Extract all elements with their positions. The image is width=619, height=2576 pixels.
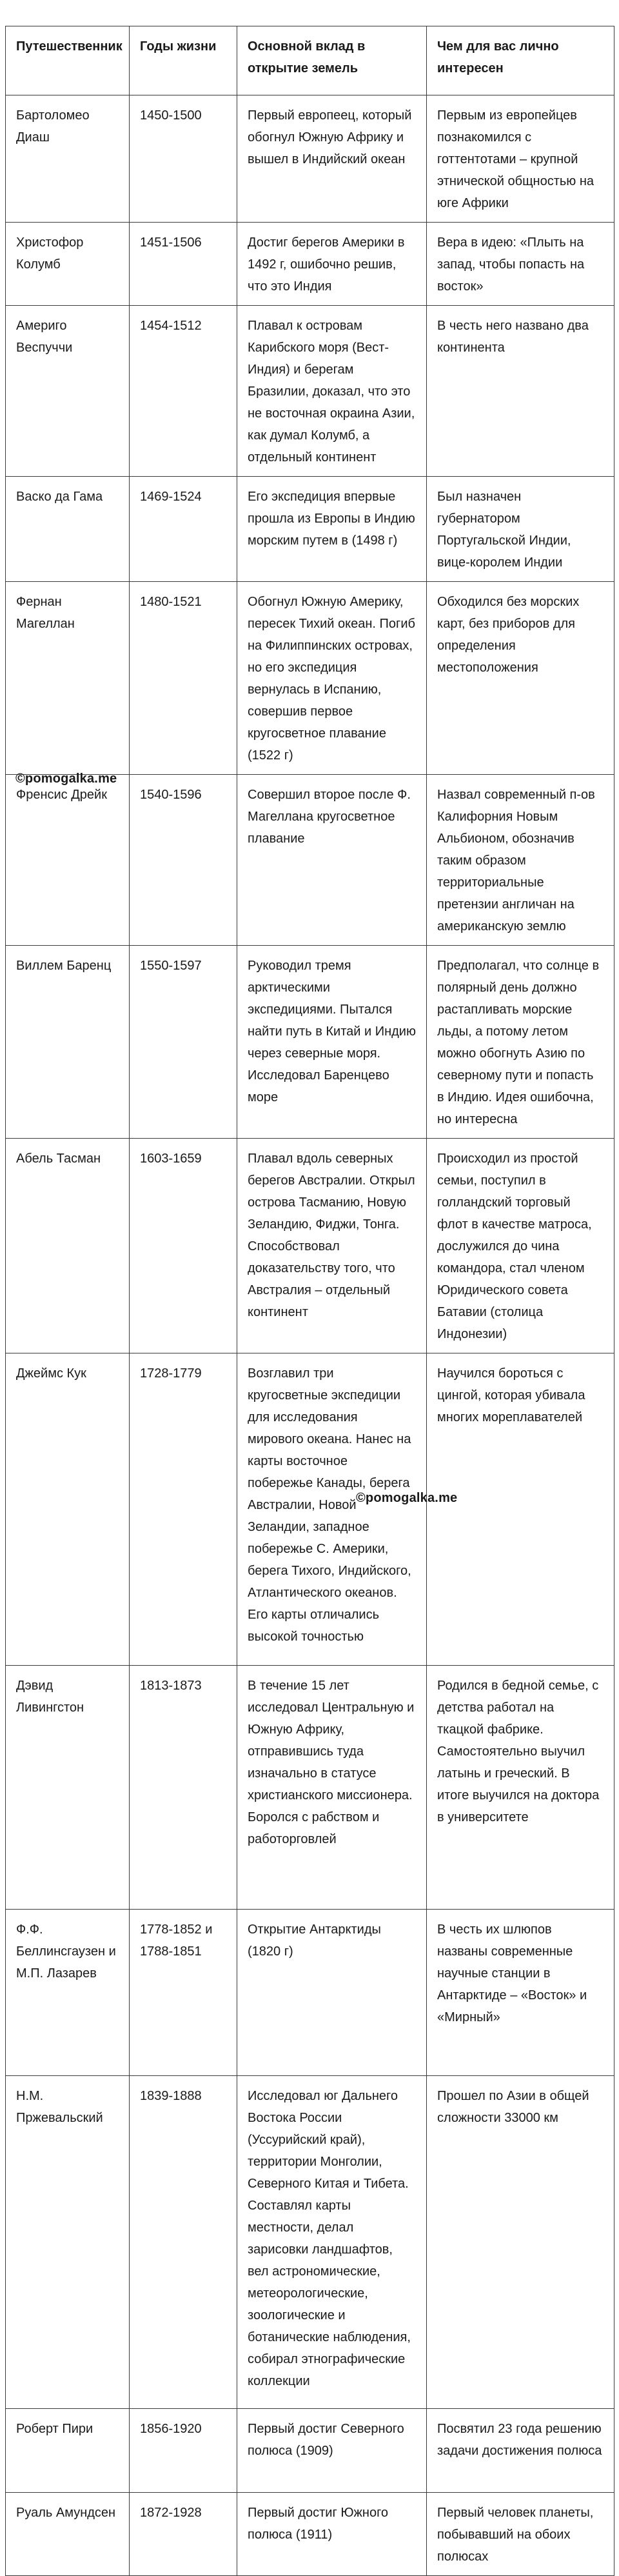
cell-years: 1550-1597: [130, 946, 237, 1139]
cell-interest: Назвал современный п-ов Калифорния Новым Альбионом, обозначив таким образом территориальные претензии англичан на американскую землю: [427, 775, 614, 946]
cell-contribution: Открытие Антарктиды (1820 г): [237, 1910, 427, 2076]
cell-traveler: Васко да Гама: [6, 477, 130, 582]
cell-years: 1778-1852 и 1788-1851: [130, 1910, 237, 2076]
cell-traveler: Роберт Пири: [6, 2409, 130, 2493]
table-row: [6, 223, 614, 306]
table-row: [6, 1666, 614, 1910]
header-years: Годы жизни: [130, 26, 237, 95]
cell-traveler: Френсис Дрейк: [6, 775, 130, 946]
cell-interest: Предполагал, что солнце в полярный день должно растапливать морские льды, а потому летом можно обогнуть Азию по северному пути и попасть в Индию. Идея ошибочна, но интересна: [427, 946, 614, 1139]
table-row: [6, 582, 614, 775]
table-row: [6, 95, 614, 223]
cell-years: 1728-1779: [130, 1353, 237, 1666]
cell-contribution: Плавал вдоль северных берегов Австралии. Открыл острова Тасманию, Новую Зеландию, Фиджи, Тонга. Способствовал доказательству того, что Австралия – отдельный континент: [237, 1139, 427, 1353]
cell-interest: Первым из европейцев познакомился с готтентотами – крупной этнической общностью на юге Африки: [427, 95, 614, 223]
cell-interest: Вера в идею: «Плыть на запад, чтобы попасть на восток»: [427, 223, 614, 306]
table-row: [6, 1139, 614, 1353]
cell-interest: В честь их шлюпов названы современные научные станции в Антарктиде – «Восток» и «Мирный»: [427, 1910, 614, 2076]
cell-contribution: Его экспедиция впервые прошла из Европы в Индию морским путем в (1498 г): [237, 477, 427, 582]
cell-traveler: Христофор Колумб: [6, 223, 130, 306]
cell-years: 1872-1928: [130, 2493, 237, 2576]
watermark: ©pomogalka.me: [356, 1491, 458, 1505]
table-row: [6, 2493, 614, 2576]
table-row: [6, 1910, 614, 2076]
header-interest: Чем для вас лично интересен: [427, 26, 614, 95]
cell-contribution: Первый достиг Южного полюса (1911): [237, 2493, 427, 2576]
table-row: [6, 1353, 614, 1666]
table-header-row: [6, 26, 614, 95]
cell-interest: Первый человек планеты, побывавший на обоих полюсах: [427, 2493, 614, 2576]
cell-years: 1451-1506: [130, 223, 237, 306]
cell-years: 1450-1500: [130, 95, 237, 223]
cell-interest: Происходил из простой семьи, поступил в голландский торговый флот в качестве матроса, дослужился до чина командора, стал членом Юридического совета Батавии (столица Индонезии): [427, 1139, 614, 1353]
cell-contribution: Совершил второе после Ф. Магеллана кругосветное плавание: [237, 775, 427, 946]
cell-years: 1839-1888: [130, 2076, 237, 2409]
cell-interest: Научился бороться с цингой, которая убивала многих мореплавателей: [427, 1353, 614, 1666]
cell-years: 1480-1521: [130, 582, 237, 775]
watermark: ©pomogalka.me: [15, 772, 117, 786]
cell-contribution: Возглавил три кругосветные экспедиции для исследования мирового океана. Нанес на карты восточное побережье Канады, берега Австралии, Новой Зеландии, западное побережье С. Америки, берега Тихого, Индийского, Атлантического океанов. Его карты отличались высокой точностью: [237, 1353, 427, 1666]
table-row: [6, 477, 614, 582]
cell-interest: В честь него названо два континента: [427, 306, 614, 477]
cell-contribution: Достиг берегов Америки в 1492 г, ошибочно решив, что это Индия: [237, 223, 427, 306]
cell-traveler: Абель Тасман: [6, 1139, 130, 1353]
header-traveler: Путешественник: [6, 26, 130, 95]
cell-traveler: Н.М. Пржевальский: [6, 2076, 130, 2409]
cell-interest: Прошел по Азии в общей сложности 33000 км: [427, 2076, 614, 2409]
travelers-table: [5, 26, 614, 2576]
cell-years: 1603-1659: [130, 1139, 237, 1353]
cell-interest: Родился в бедной семье, с детства работал на ткацкой фабрике. Самостоятельно выучил латынь и греческий. В итоге выучился на доктора в университете: [427, 1666, 614, 1910]
cell-contribution: Обогнул Южную Америку, пересек Тихий океан. Погиб на Филиппинских островах, но его экспедиция вернулась в Испанию, совершив первое кругосветное плавание (1522 г): [237, 582, 427, 775]
cell-years: 1540-1596: [130, 775, 237, 946]
cell-traveler: Ф.Ф. Беллинсгаузен и М.П. Лазарев: [6, 1910, 130, 2076]
table-row: [6, 946, 614, 1139]
cell-interest: Посвятил 23 года решению задачи достижения полюса: [427, 2409, 614, 2493]
cell-traveler: Америго Веспуччи: [6, 306, 130, 477]
cell-contribution: Руководил тремя арктическими экспедициями. Пытался найти путь в Китай и Индию через северные моря. Исследовал Баренцево море: [237, 946, 427, 1139]
cell-contribution: Первый достиг Северного полюса (1909): [237, 2409, 427, 2493]
cell-traveler: Бартоломео Диаш: [6, 95, 130, 223]
cell-years: 1813-1873: [130, 1666, 237, 1910]
cell-contribution: Исследовал юг Дальнего Востока России (Уссурийский край), территории Монголии, Северного Китая и Тибета. Составлял карты местности, делал зарисовки ландшафтов, вел астрономические, метеорологические, зоологические и ботанические наблюдения, собирал этнографические коллекции: [237, 2076, 427, 2409]
header-contribution: Основной вклад в открытие земель: [237, 26, 427, 95]
cell-interest: Был назначен губернатором Португальской Индии, вице-королем Индии: [427, 477, 614, 582]
cell-years: 1469-1524: [130, 477, 237, 582]
table-row: [6, 306, 614, 477]
cell-contribution: Плавал к островам Карибского моря (Вест-Индия) и берегам Бразилии, доказал, что это не восточная окраина Азии, как думал Колумб, а отдельный континент: [237, 306, 427, 477]
cell-traveler: Джеймс Кук: [6, 1353, 130, 1666]
cell-traveler: Дэвид Ливингстон: [6, 1666, 130, 1910]
table-row: [6, 775, 614, 946]
cell-traveler: Виллем Баренц: [6, 946, 130, 1139]
cell-traveler: Фернан Магеллан: [6, 582, 130, 775]
cell-years: 1454-1512: [130, 306, 237, 477]
cell-contribution: Первый европеец, который обогнул Южную Африку и вышел в Индийский океан: [237, 95, 427, 223]
cell-contribution: В течение 15 лет исследовал Центральную и Южную Африку, отправившись туда изначально в статусе христианского миссионера. Боролся с рабством и работорговлей: [237, 1666, 427, 1910]
table-row: [6, 2076, 614, 2409]
cell-traveler: Руаль Амундсен: [6, 2493, 130, 2576]
cell-interest: Обходился без морских карт, без приборов для определения местоположения: [427, 582, 614, 775]
table-row: [6, 2409, 614, 2493]
cell-years: 1856-1920: [130, 2409, 237, 2493]
